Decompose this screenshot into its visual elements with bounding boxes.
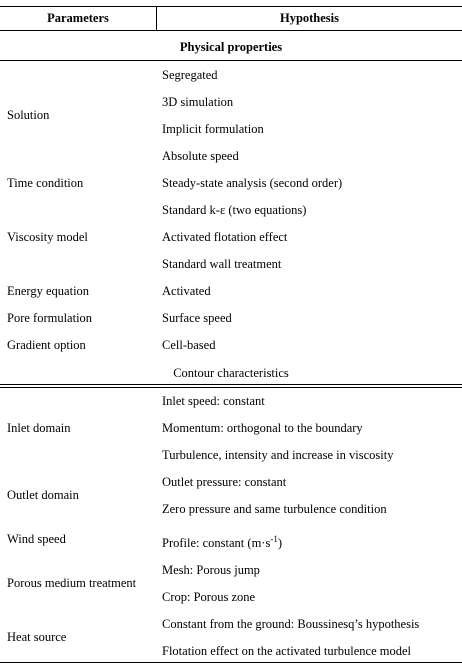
parameter-gradient-option: Gradient option — [7, 338, 86, 352]
parameter-wind-speed: Wind speed — [7, 532, 66, 546]
parameter-porous-medium-treatment: Porous medium treatment — [7, 576, 137, 590]
hypothesis-item: 3D simulation — [162, 95, 234, 109]
hypothesis-item: Standard wall treatment — [162, 257, 282, 271]
hypothesis-item-wind-profile — [162, 535, 282, 551]
parameter-time-condition: Time condition — [7, 176, 84, 190]
rule-section-2 — [0, 387, 462, 388]
rule-top — [0, 6, 462, 7]
hypothesis-item: Absolute speed — [162, 149, 239, 163]
parameter-heat-source: Heat source — [7, 630, 67, 644]
parameter-inlet-domain: Inlet domain — [7, 421, 71, 435]
hypothesis-item: Implicit formulation — [162, 122, 264, 136]
hypothesis-item: Crop: Porous zone — [162, 590, 256, 604]
rule-section-1 — [0, 60, 462, 61]
hypothesis-item: Turbulence, intensity and increase in viscosity — [162, 448, 394, 462]
hypothesis-item: Inlet speed: constant — [162, 394, 265, 408]
hypothesis-item: Activated — [162, 284, 211, 298]
parameter-solution: Solution — [7, 108, 50, 122]
section-title-contour-characteristics: Contour characteristics — [173, 366, 289, 380]
hypothesis-item: Flotation effect on the activated turbulence model — [162, 644, 411, 658]
hypothesis-item: Segregated — [162, 68, 218, 82]
rule-header — [0, 30, 462, 31]
hypothesis-item: Zero pressure and same turbulence condition — [162, 502, 387, 516]
hypothesis-item: Surface speed — [162, 311, 232, 325]
parameter-energy-equation: Energy equation — [7, 284, 90, 298]
hypothesis-item: Momentum: orthogonal to the boundary — [162, 421, 363, 435]
wind-profile-close: ) — [277, 536, 282, 550]
hypothesis-item: Activated flotation effect — [162, 230, 288, 244]
parameter-pore-formulation: Pore formulation — [7, 311, 93, 325]
header-parameters: Parameters — [47, 11, 109, 25]
section-title-physical-properties: Physical properties — [179, 40, 283, 54]
hypothesis-item: Steady-state analysis (second order) — [162, 176, 343, 190]
rule-section-2-top — [0, 384, 462, 385]
hypothesis-item: Standard k-ε (two equations) — [162, 203, 307, 217]
wind-profile-exponent: -1 — [270, 534, 278, 544]
hypothesis-item: Outlet pressure: constant — [162, 475, 287, 489]
hypothesis-item: Cell-based — [162, 338, 216, 352]
hypothesis-item: Mesh: Porous jump — [162, 563, 260, 577]
hypothesis-item: Constant from the ground: Boussinesq’s hypothesis — [162, 617, 420, 631]
rule-bottom — [0, 662, 462, 663]
header-hypothesis: Hypothesis — [279, 11, 340, 25]
wind-profile-text: Profile: constant (m·s — [162, 536, 271, 550]
parameter-viscosity-model: Viscosity model — [7, 230, 88, 244]
parameter-outlet-domain: Outlet domain — [7, 488, 79, 502]
